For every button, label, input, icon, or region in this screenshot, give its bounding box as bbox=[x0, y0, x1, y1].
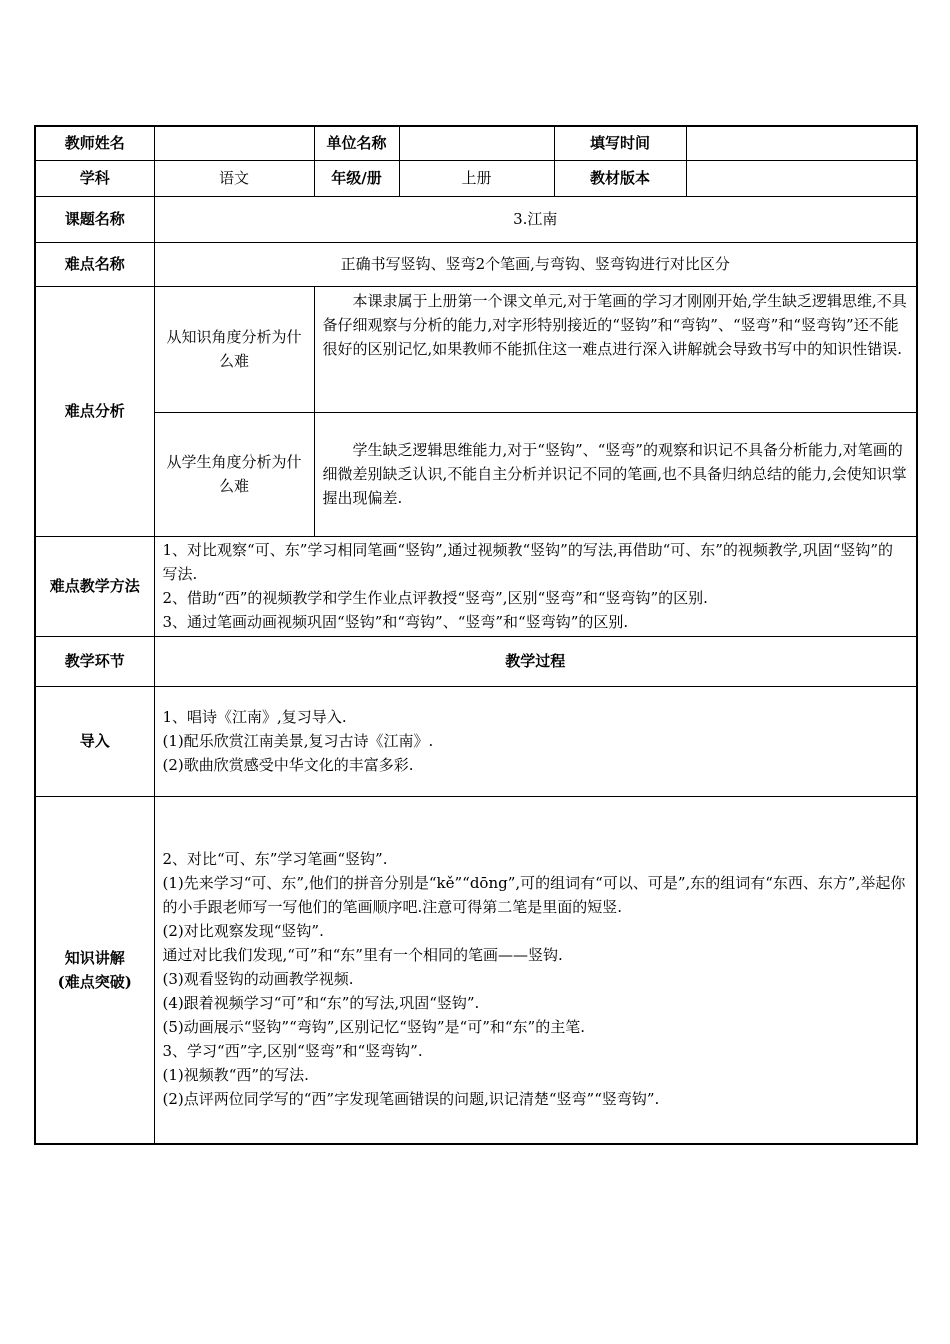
fill-time-label: 填写时间 bbox=[554, 126, 686, 160]
subject-label: 学科 bbox=[35, 160, 154, 196]
knowledge-line: 2、对比“可、东”学习笔画“竖钩”. bbox=[162, 849, 388, 868]
process-header: 教学过程 bbox=[154, 636, 917, 686]
unit-name-label: 单位名称 bbox=[314, 126, 399, 160]
knowledge-line: (1)视频教“西”的写法. bbox=[162, 1065, 309, 1084]
lesson-title-row bbox=[35, 196, 917, 242]
lesson-plan-table bbox=[34, 125, 918, 1145]
teacher-name-value bbox=[154, 126, 314, 160]
fill-time-value bbox=[686, 126, 917, 160]
lesson-title-value: 3.江南 bbox=[154, 196, 917, 242]
method-cell bbox=[154, 536, 917, 636]
difficulty-row bbox=[35, 242, 917, 286]
method-lines bbox=[155, 538, 917, 634]
header-row-2 bbox=[35, 160, 917, 196]
method-line: 3、通过笔画动画视频巩固“竖钩”和“弯钩”、“竖弯”和“竖弯钩”的区别. bbox=[162, 613, 629, 631]
analysis-label: 难点分析 bbox=[35, 286, 154, 536]
intro-cell bbox=[154, 686, 917, 796]
method-line: 2、借助“西”的视频教学和学生作业点评教授“竖弯”,区别“竖弯”和“竖弯钩”的区别. bbox=[162, 589, 708, 607]
stage-header: 教学环节 bbox=[35, 636, 154, 686]
knowledge-line: (5)动画展示“竖钩”“弯钩”,区别记忆“竖钩”是“可”和“东”的主笔. bbox=[162, 1017, 585, 1036]
knowledge-angle-text: 本课隶属于上册第一个课文单元,对于笔画的学习才刚刚开始,学生缺乏逻辑思维,不具备仔细观察与分析的能力,对字形特别接近的“竖钩”和“弯钩”、“竖弯”和“竖弯钩”还不能很好的区别记忆,如果教师不能抓住这一难点进行深入讲解就会导致书写中的知识性错误. bbox=[322, 291, 907, 358]
knowledge-line: (4)跟着视频学习“可”和“东”的写法,巩固“竖钩”. bbox=[162, 993, 480, 1012]
method-label: 难点教学方法 bbox=[35, 536, 154, 636]
student-angle-text-cell bbox=[314, 412, 917, 536]
student-angle-label: 从学生角度分析为什么难 bbox=[166, 453, 302, 495]
intro-line: (2)歌曲欣赏感受中华文化的丰富多彩. bbox=[162, 756, 414, 774]
intro-row bbox=[35, 686, 917, 796]
method-row bbox=[35, 536, 917, 636]
edition-value bbox=[686, 160, 917, 196]
intro-line: (1)配乐欣赏江南美景,复习古诗《江南》. bbox=[162, 732, 434, 750]
method-line: 1、对比观察“可、东”学习相同笔画“竖钩”,通过视频教“竖钩”的写法,再借助“可、东”的视频教学,巩固“竖钩”的写法. bbox=[162, 541, 894, 583]
subject-value: 语文 bbox=[154, 160, 314, 196]
grade-label: 年级/册 bbox=[314, 160, 399, 196]
knowledge-angle-label: 从知识角度分析为什么难 bbox=[166, 328, 302, 370]
analysis-student-row bbox=[35, 412, 917, 536]
student-angle-cell bbox=[154, 412, 314, 536]
unit-name-value bbox=[399, 126, 554, 160]
knowledge-angle-cell bbox=[154, 286, 314, 412]
knowledge-row bbox=[35, 796, 917, 1144]
knowledge-line: (2)点评两位同学写的“西”字发现笔画错误的问题,识记清楚“竖弯”“竖弯钩”. bbox=[162, 1089, 660, 1108]
intro-label: 导入 bbox=[35, 686, 154, 796]
process-header-row bbox=[35, 636, 917, 686]
header-row-1 bbox=[35, 126, 917, 160]
knowledge-line: (1)先来学习“可、东”,他们的拼音分别是“kě”“dōng”,可的组词有“可以、可是”,东的组词有“东西、东方”,举起你的小手跟老师写一写他们的笔画顺序吧.注意可得第二笔是里面的短竖. bbox=[162, 873, 906, 916]
lesson-title-label: 课题名称 bbox=[35, 196, 154, 242]
knowledge-line: 3、学习“西”字,区别“竖弯”和“竖弯钩”. bbox=[162, 1041, 423, 1060]
knowledge-line: (3)观看竖钩的动画教学视频. bbox=[162, 969, 354, 988]
intro-line: 1、唱诗《江南》,复习导入. bbox=[162, 708, 347, 726]
knowledge-label-cell bbox=[35, 796, 154, 1144]
knowledge-label: 知识讲解 bbox=[64, 948, 125, 967]
knowledge-sublabel: (难点突破) bbox=[57, 972, 132, 991]
analysis-knowledge-row bbox=[35, 286, 917, 412]
knowledge-lines bbox=[155, 847, 917, 1111]
knowledge-line: 通过对比我们发现,“可”和“东”里有一个相同的笔画——竖钩. bbox=[162, 945, 563, 964]
knowledge-line: (2)对比观察发现“竖钩”. bbox=[162, 921, 324, 940]
teacher-name-label: 教师姓名 bbox=[35, 126, 154, 160]
edition-label: 教材版本 bbox=[554, 160, 686, 196]
difficulty-value: 正确书写竖钩、竖弯2个笔画,与弯钩、竖弯钩进行对比区分 bbox=[154, 242, 917, 286]
difficulty-label: 难点名称 bbox=[35, 242, 154, 286]
knowledge-cell bbox=[154, 796, 917, 1144]
intro-lines bbox=[155, 705, 917, 777]
grade-value: 上册 bbox=[399, 160, 554, 196]
student-angle-text: 学生缺乏逻辑思维能力,对于“竖钩”、“竖弯”的观察和识记不具备分析能力,对笔画的细微差别缺乏认识,不能自主分析并识记不同的笔画,也不具备归纳总结的能力,会使知识掌握出现偏差. bbox=[322, 441, 907, 507]
knowledge-angle-text-cell bbox=[314, 286, 917, 412]
